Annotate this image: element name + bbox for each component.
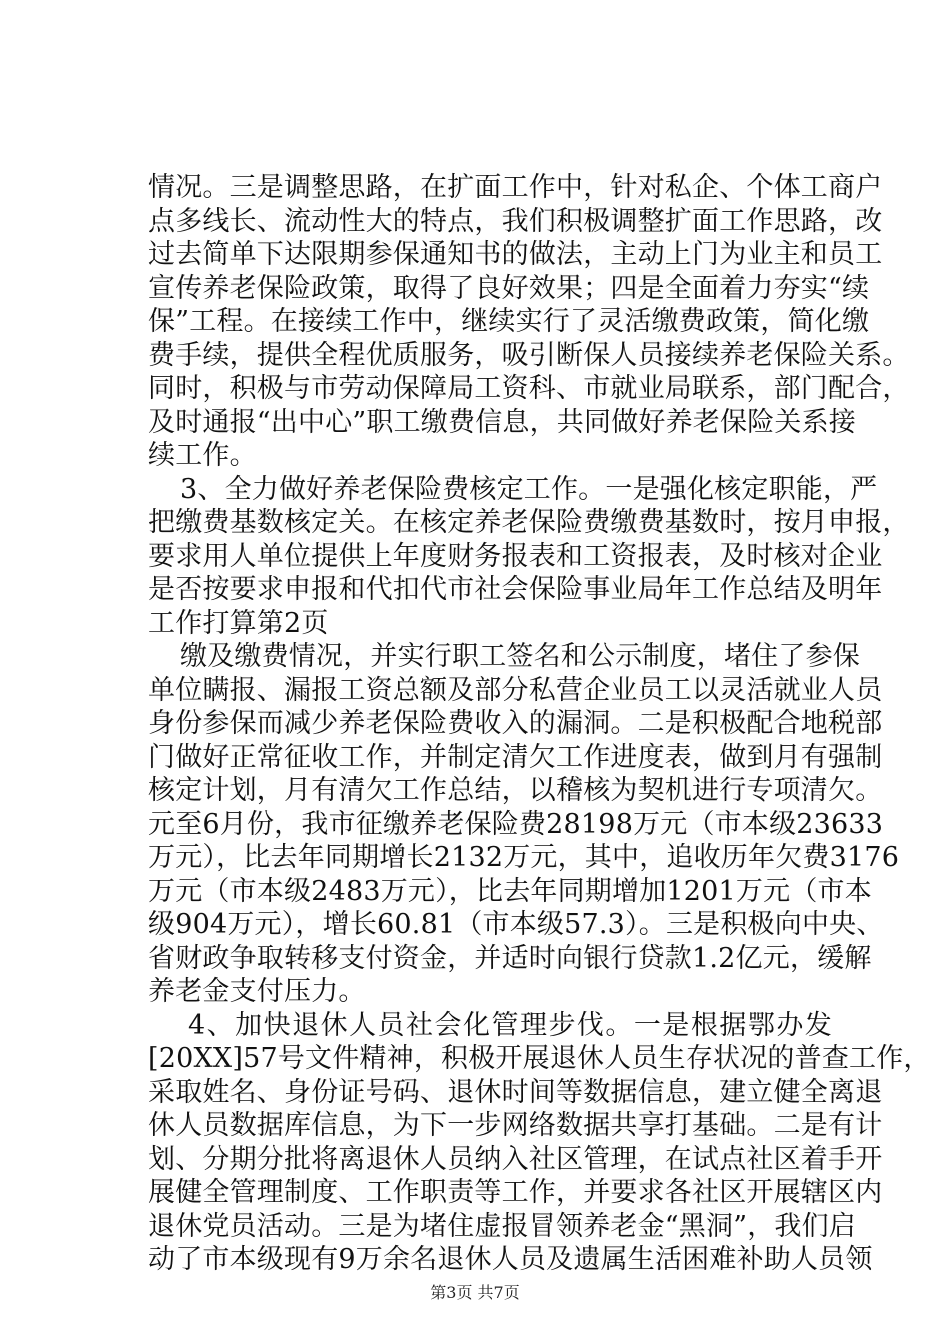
text-line: 动了市本级现有9万余名退休人员及遗属生活困难补助人员领 (148, 1244, 873, 1275)
text-line: 万元），比去年同期增长2132万元，其中，追收历年欠费3176 (148, 842, 900, 873)
text-line: 要求用人单位提供上年度财务报表和工资报表，及时核对企业 (148, 540, 883, 572)
text-line: 缴及缴费情况，并实行职工签名和公示制度，堵住了参保 (180, 641, 860, 672)
text-line: 休人员数据库信息，为下一步网络数据共享打基础。二是有计 (148, 1110, 883, 1141)
text-line: 核定计划，月有清欠工作总结，以稽核为契机进行专项清欠。 (148, 775, 883, 806)
text-line: 工作打算第2页 (148, 607, 329, 639)
text-line: 展健全管理制度、工作职责等工作，并要求各社区开展辖区内 (148, 1177, 883, 1208)
text-line: 养老金支付压力。 (148, 976, 366, 1007)
page-footer (0, 1280, 950, 1303)
text-line: 单位瞒报、漏报工资总额及部分私营企业员工以灵活就业人员 (148, 674, 883, 706)
text-line: 保”工程。在接续工作中，继续实行了灵活缴费政策，简化缴 (148, 306, 870, 337)
text-line: 及时通报“出中心”职工缴费信息，共同做好养老保险关系接 (148, 406, 857, 438)
text-line: 同时，积极与市劳动保障局工资科、市就业局联系，部门配合， (148, 373, 910, 404)
text-line: 门做好正常征收工作，并制定清欠工作进度表，做到月有强制 (148, 741, 883, 773)
text-line: 续工作。 (148, 440, 257, 471)
text-line: 采取姓名、身份证号码、退休时间等数据信息，建立健全离退 (148, 1076, 883, 1108)
text-line: 把缴费基数核定关。在核定养老保险费缴费基数时，按月申报， (148, 507, 910, 538)
text-line: 划、分期分批将离退休人员纳入社区管理，在试点社区着手开 (148, 1143, 883, 1175)
text-line: 费手续，提供全程优质服务，吸引断保人员接续养老保险关系。 (148, 339, 910, 371)
text-line: [20XX]57号文件精神，积极开展退休人员生存状况的普查工作， (148, 1043, 931, 1074)
text-line: 省财政争取转移支付资金，并适时向银行贷款1.2亿元，缓解 (148, 942, 872, 974)
text-line: 退休党员活动。三是为堵住虚报冒领养老金“黑洞”，我们启 (148, 1210, 857, 1242)
text-line: 是否按要求申报和代扣代市社会保险事业局年工作总结及明年 (148, 574, 883, 605)
text-line: 情况。三是调整思路，在扩面工作中，针对私企、个体工商户 (148, 172, 883, 203)
text-line: 过去简单下达限期参保通知书的做法，主动上门为业主和员工 (148, 239, 883, 270)
page-number: 第3页 共7页 (430, 1283, 520, 1302)
document-body (148, 171, 931, 1277)
text-line: 元至6月份，我市征缴养老保险费28198万元（市本级23633 (148, 808, 884, 840)
text-line: 万元（市本级2483万元），比去年同期增加1201万元（市本 (148, 875, 872, 907)
text-line: 宣传养老保险政策，取得了良好效果；四是全面着力夯实“续 (148, 272, 870, 304)
text-line: 4、加快退休人员社会化管理步伐。一是根据鄂办发 (188, 1009, 832, 1041)
text-line: 3、全力做好养老保险费核定工作。一是强化核定职能，严 (180, 473, 878, 505)
text-line: 身份参保而减少养老保险费收入的漏洞。二是积极配合地税部 (148, 708, 883, 739)
text-line: 点多线长、流动性大的特点，我们积极调整扩面工作思路，改 (148, 205, 883, 237)
text-line: 级904万元），增长60.81（市本级57.3）。三是积极向中央、 (148, 909, 884, 940)
